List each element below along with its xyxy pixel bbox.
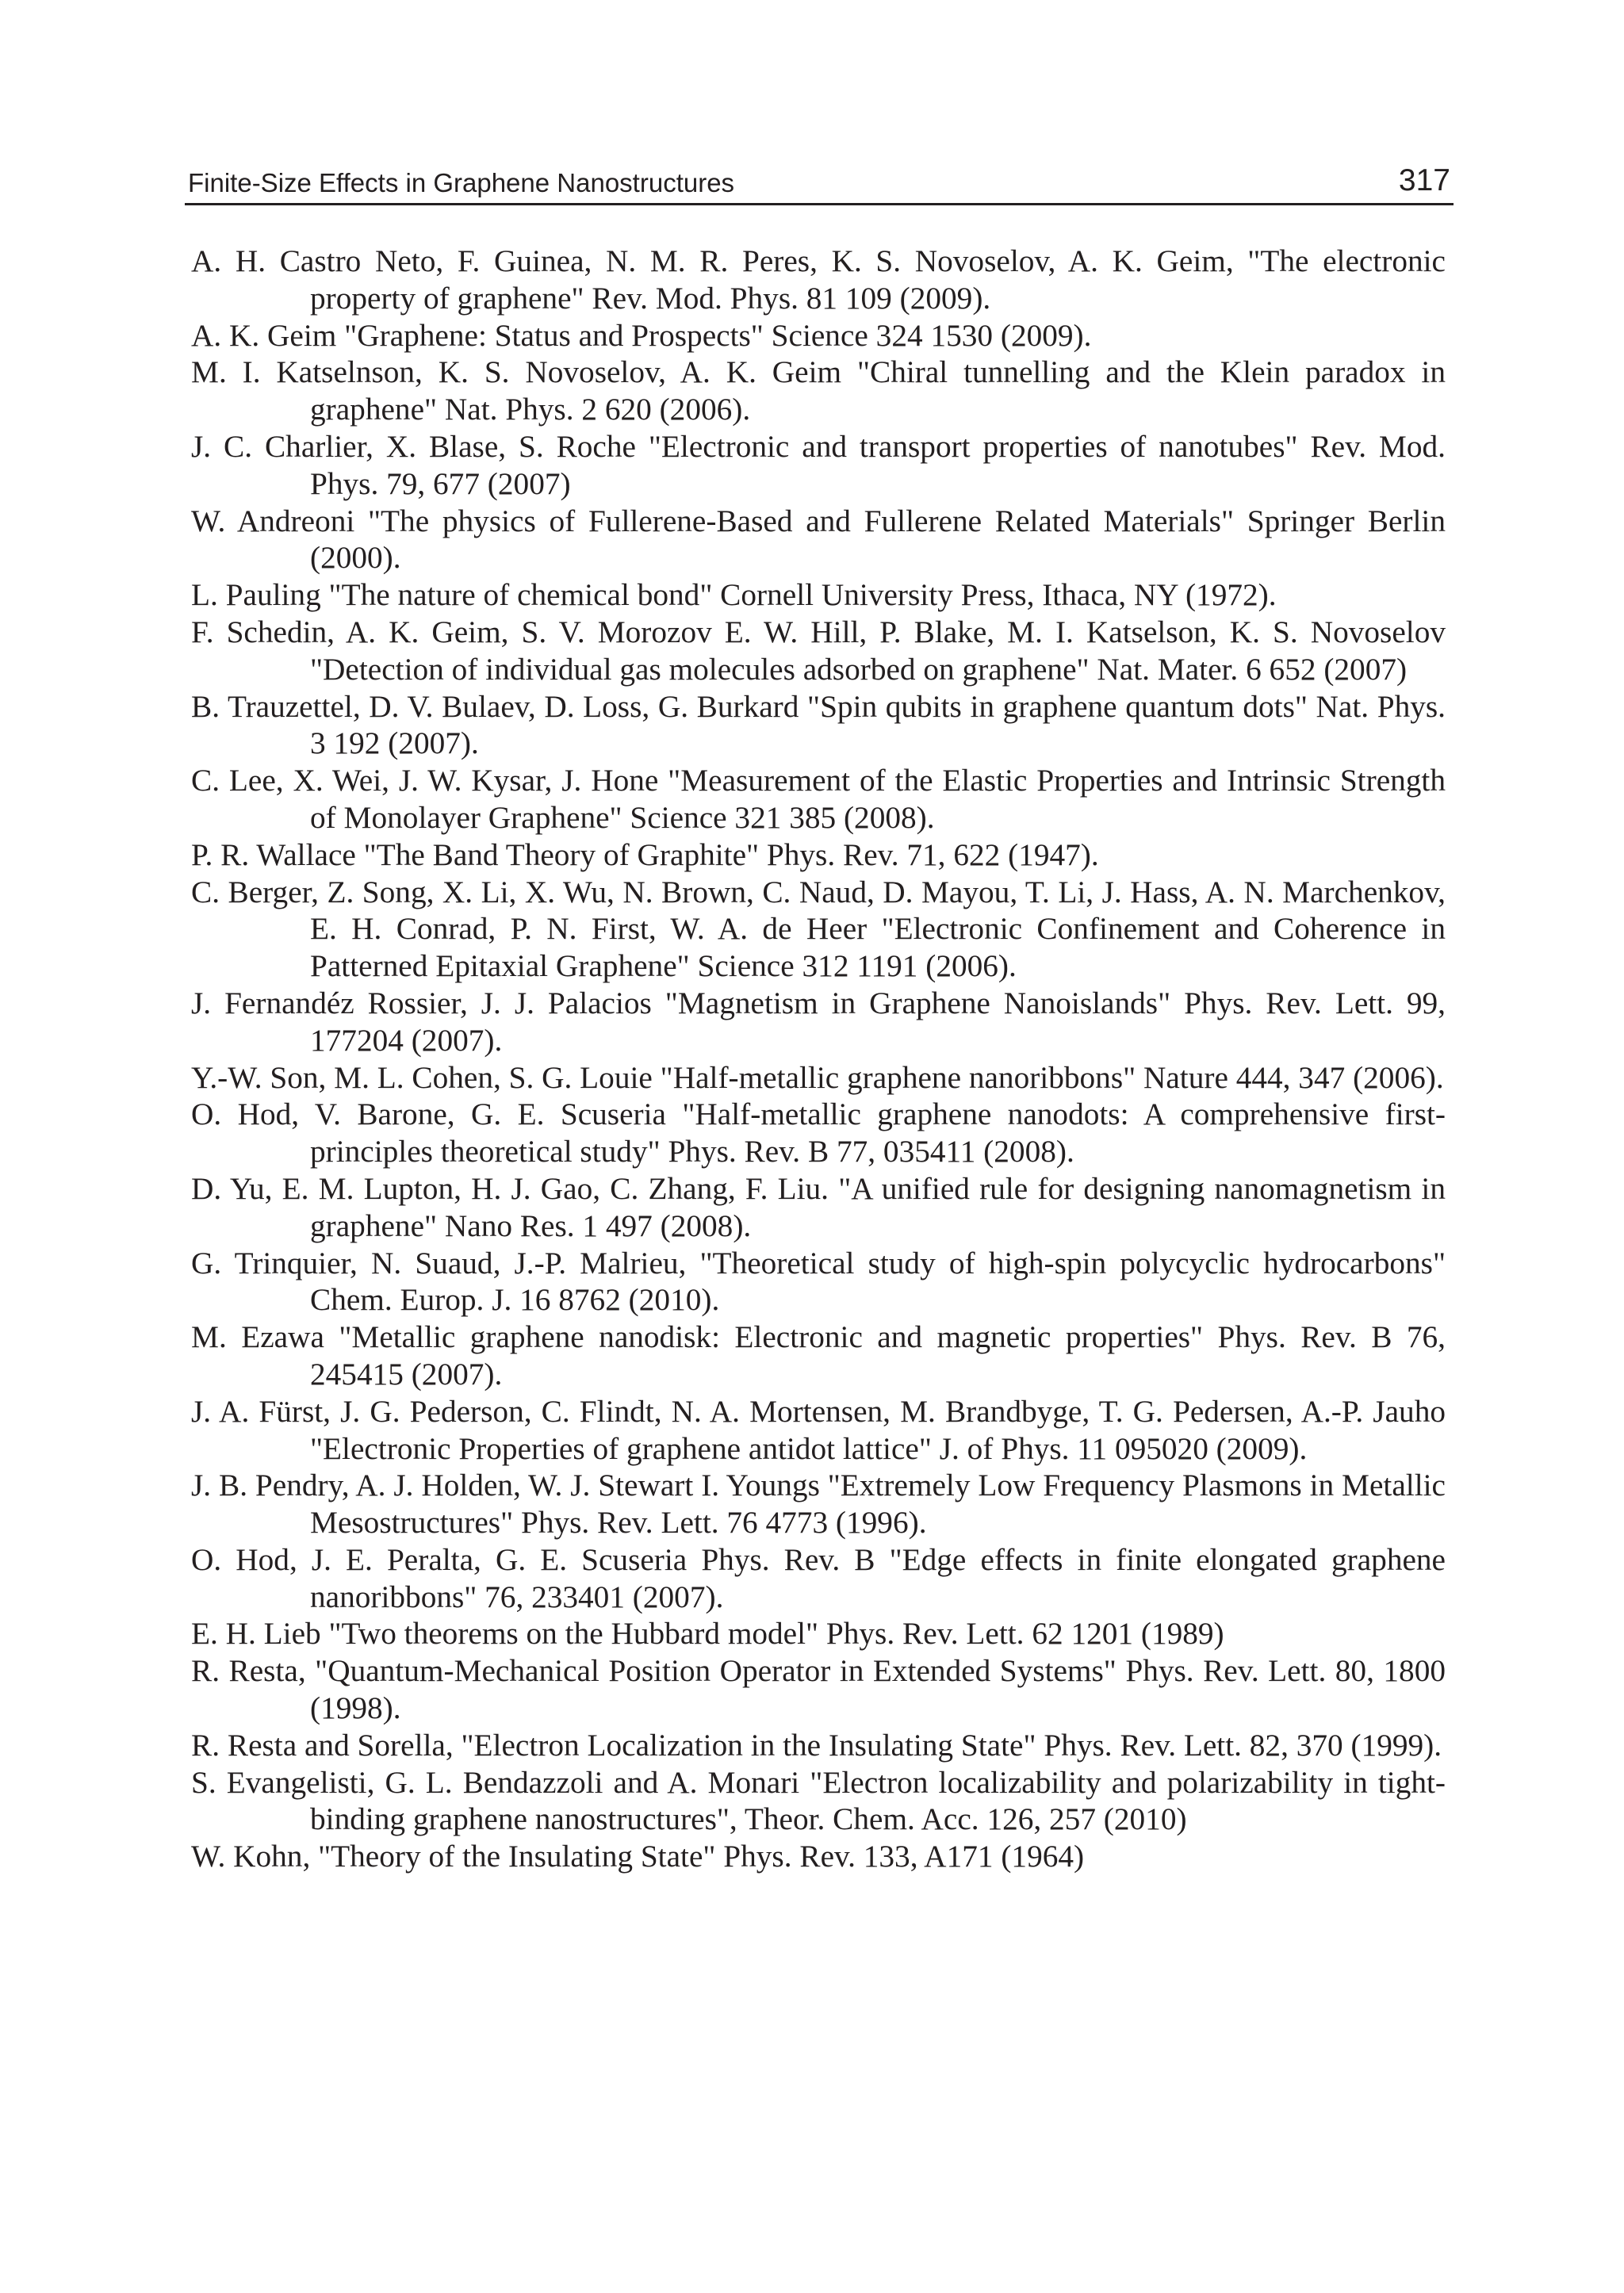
page-number: 317 (1398, 163, 1450, 197)
reference-item: R. Resta, "Quantum-Mechanical Position Operator in Extended Systems" Phys. Rev. Lett. 80, 1800 (1998). (191, 1653, 1446, 1726)
reference-item: F. Schedin, A. K. Geim, S. V. Morozov E. W. Hill, P. Blake, M. I. Katselson, K. S. Novoselov "Detection of individual gas molecules adsorbed on graphene" Nat. Mater. 6 652 (2007) (191, 614, 1446, 687)
reference-item: O. Hod, J. E. Peralta, G. E. Scuseria Phys. Rev. B "Edge effects in finite elongated graphene nanoribbons" 76, 233401 (2007). (191, 1541, 1446, 1614)
reference-item: M. I. Katselnson, K. S. Novoselov, A. K. Geim "Chiral tunnelling and the Klein paradox in graphene" Nat. Phys. 2 620 (2006). (191, 354, 1446, 427)
running-title: Finite-Size Effects in Graphene Nanostructures (188, 168, 735, 197)
reference-item: S. Evangelisti, G. L. Bendazzoli and A. Monari "Electron localizability and polarizability in tight-binding graphene nanostructures", Theor. Chem. Acc. 126, 257 (2010) (191, 1764, 1446, 1837)
reference-item: W. Kohn, "Theory of the Insulating State" Phys. Rev. 133, A171 (1964) (191, 1839, 1085, 1874)
reference-item: J. A. Fürst, J. G. Pederson, C. Flindt, N. A. Mortensen, M. Brandbyge, T. G. Pedersen, A.-P. Jauho "Electronic Properties of graphene antidot lattice" J. of Phys. 11 095020 (2009). (191, 1393, 1446, 1466)
reference-item: O. Hod, V. Barone, G. E. Scuseria "Half-metallic graphene nanodots: A comprehensive first-principles theoretical study" Phys. Rev. B 77, 035411 (2008). (191, 1097, 1446, 1169)
page-header (185, 162, 1454, 205)
reference-item: P. R. Wallace "The Band Theory of Graphite" Phys. Rev. 71, 622 (1947). (191, 836, 1099, 872)
reference-item: W. Andreoni "The physics of Fullerene-Based and Fullerene Related Materials" Springer Berlin (2000). (191, 503, 1446, 576)
reference-item: M. Ezawa "Metallic graphene nanodisk: Electronic and magnetic properties" Phys. Rev. B 76, 245415 (2007). (191, 1319, 1446, 1391)
reference-item: Y.-W. Son, M. L. Cohen, S. G. Louie "Half-metallic graphene nanoribbons" Nature 444, 347 (2006). (191, 1059, 1444, 1095)
reference-item: D. Yu, E. M. Lupton, H. J. Gao, C. Zhang, F. Liu. "A unified rule for designing nanomagnetism in graphene" Nano Res. 1 497 (2008). (191, 1170, 1446, 1243)
reference-item: A. H. Castro Neto, F. Guinea, N. M. R. Peres, K. S. Novoselov, A. K. Geim, "The electronic property of graphene" Rev. Mod. Phys. 81 109 (2009). (191, 243, 1446, 316)
reference-item: C. Berger, Z. Song, X. Li, X. Wu, N. Brown, C. Naud, D. Mayou, T. Li, J. Hass, A. N. Marchenkov, E. H. Conrad, P. N. First, W. A. de Heer "Electronic Confinement and Coherence in Patterned Epitaxial Graphene" Science 312 1191 (2006). (191, 874, 1446, 984)
reference-item: L. Pauling "The nature of chemical bond" Cornell University Press, Ithaca, NY (1972). (191, 577, 1277, 613)
reference-item: J. Fernandéz Rossier, J. J. Palacios "Magnetism in Graphene Nanoislands" Phys. Rev. Lett. 99, 177204 (2007). (191, 985, 1446, 1058)
reference-item: E. H. Lieb "Two theorems on the Hubbard model" Phys. Rev. Lett. 62 1201 (1989) (191, 1616, 1224, 1652)
reference-item: G. Trinquier, N. Suaud, J.-P. Malrieu, "Theoretical study of high-spin polycyclic hydrocarbons" Chem. Europ. J. 16 8762 (2010). (191, 1245, 1446, 1318)
reference-list (191, 243, 1446, 1875)
reference-item: C. Lee, X. Wei, J. W. Kysar, J. Hone "Measurement of the Elastic Properties and Intrinsic Strength of Monolayer Graphene" Science 321 385 (2008). (191, 763, 1446, 835)
reference-item: J. B. Pendry, A. J. Holden, W. J. Stewart I. Youngs "Extremely Low Frequency Plasmons in Metallic Mesostructures" Phys. Rev. Lett. 76 4773 (1996). (191, 1468, 1446, 1541)
reference-item: R. Resta and Sorella, "Electron Localization in the Insulating State" Phys. Rev. Lett. 82, 370 (1999). (191, 1727, 1442, 1763)
reference-item: B. Trauzettel, D. V. Bulaev, D. Loss, G. Burkard "Spin qubits in graphene quantum dots" Nat. Phys. 3 192 (2007). (191, 688, 1446, 761)
reference-item: A. K. Geim "Graphene: Status and Prospects" Science 324 1530 (2009). (191, 317, 1092, 353)
reference-item: J. C. Charlier, X. Blase, S. Roche "Electronic and transport properties of nanotubes" Rev. Mod. Phys. 79, 677 (2007) (191, 428, 1446, 501)
